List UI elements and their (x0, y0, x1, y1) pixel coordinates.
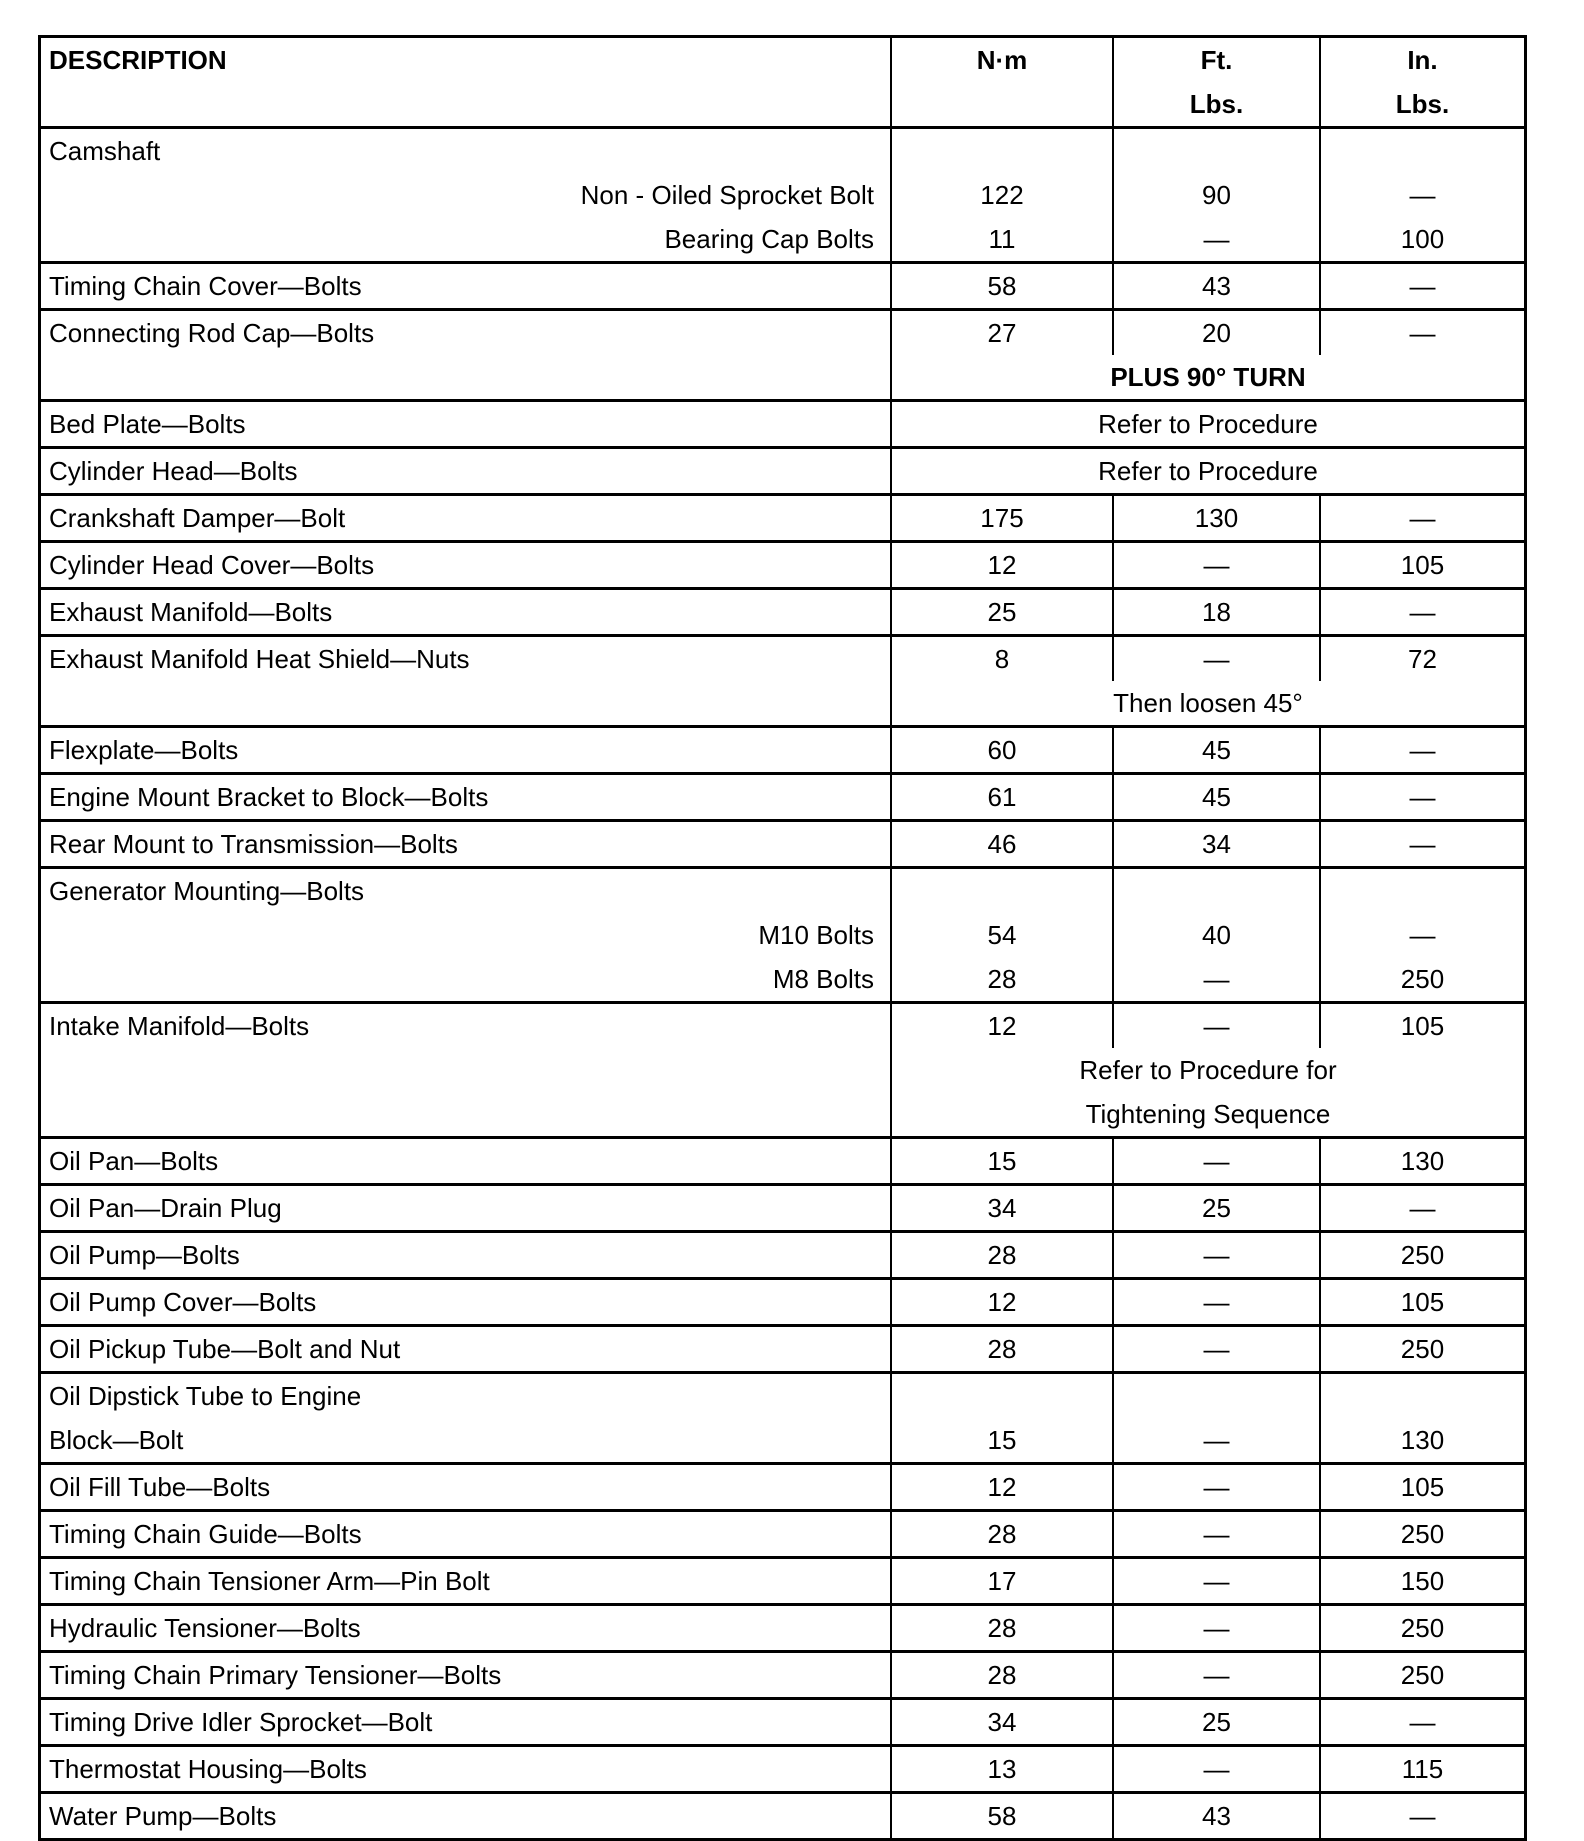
nm-value: 12 (891, 542, 1113, 589)
ft-lbs-value: 18 (1113, 589, 1320, 636)
nm-value: 28 (891, 1605, 1113, 1652)
header-ft-lbs-1: Ft. (1113, 37, 1320, 83)
header-description: DESCRIPTION (40, 37, 892, 83)
item-description: Flexplate—Bolts (40, 727, 892, 774)
item-description: Water Pump—Bolts (40, 1793, 892, 1840)
nm-value: 28 (891, 957, 1113, 1003)
item-description: Hydraulic Tensioner—Bolts (40, 1605, 892, 1652)
nm-value: 12 (891, 1464, 1113, 1511)
table-row (40, 636, 1526, 682)
table-row (40, 128, 1526, 174)
ft-lbs-value: — (1113, 1605, 1320, 1652)
in-lbs-value: 250 (1320, 1511, 1526, 1558)
ft-lbs-value (1113, 128, 1320, 174)
in-lbs-value (1320, 868, 1526, 914)
item-description: Timing Drive Idler Sprocket—Bolt (40, 1699, 892, 1746)
table-row (40, 1326, 1526, 1373)
in-lbs-value: 105 (1320, 1279, 1526, 1326)
torque-note: Refer to Procedure for (891, 1048, 1526, 1092)
nm-value: 15 (891, 1418, 1113, 1464)
nm-value: 58 (891, 263, 1113, 310)
item-description: Generator Mounting—Bolts (40, 868, 892, 914)
nm-value (891, 1373, 1113, 1419)
in-lbs-value: — (1320, 310, 1526, 356)
nm-value: 15 (891, 1138, 1113, 1185)
table-row (40, 1746, 1526, 1793)
item-description: Thermostat Housing—Bolts (40, 1746, 892, 1793)
item-description: Oil Pan—Drain Plug (40, 1185, 892, 1232)
in-lbs-value: 115 (1320, 1746, 1526, 1793)
in-lbs-value: — (1320, 821, 1526, 868)
table-row (40, 1511, 1526, 1558)
torque-note: Tightening Sequence (891, 1092, 1526, 1138)
table-row (40, 1092, 1526, 1138)
in-lbs-value: — (1320, 1793, 1526, 1840)
ft-lbs-value: 43 (1113, 263, 1320, 310)
table-row (40, 495, 1526, 542)
nm-value: 8 (891, 636, 1113, 682)
ft-lbs-value: 45 (1113, 727, 1320, 774)
item-description: Timing Chain Cover—Bolts (40, 263, 892, 310)
torque-specification-table (38, 35, 1527, 1841)
in-lbs-value: 100 (1320, 217, 1526, 263)
item-description: Engine Mount Bracket to Block—Bolts (40, 774, 892, 821)
ft-lbs-value: — (1113, 1279, 1320, 1326)
ft-lbs-value: 20 (1113, 310, 1320, 356)
table-row (40, 1138, 1526, 1185)
table-row (40, 1232, 1526, 1279)
ft-lbs-value: — (1113, 1464, 1320, 1511)
header-in-lbs-2: Lbs. (1320, 82, 1526, 128)
table-row (40, 1699, 1526, 1746)
item-description: Bed Plate—Bolts (40, 401, 892, 448)
ft-lbs-value (1113, 868, 1320, 914)
table-row (40, 589, 1526, 636)
item-description: Oil Fill Tube—Bolts (40, 1464, 892, 1511)
nm-value: 60 (891, 727, 1113, 774)
in-lbs-value: 250 (1320, 1605, 1526, 1652)
in-lbs-value: 105 (1320, 1003, 1526, 1049)
table-row (40, 727, 1526, 774)
ft-lbs-value: — (1113, 1138, 1320, 1185)
table-row (40, 263, 1526, 310)
nm-value: 12 (891, 1003, 1113, 1049)
ft-lbs-value: — (1113, 1558, 1320, 1605)
sub-item-description: M10 Bolts (40, 913, 892, 957)
item-description: Cylinder Head Cover—Bolts (40, 542, 892, 589)
ft-lbs-value: — (1113, 1003, 1320, 1049)
table-row (40, 401, 1526, 448)
in-lbs-value: — (1320, 727, 1526, 774)
nm-value: 175 (891, 495, 1113, 542)
item-description (40, 681, 892, 727)
in-lbs-value: 250 (1320, 1326, 1526, 1373)
item-description (40, 355, 892, 401)
in-lbs-value: — (1320, 495, 1526, 542)
ft-lbs-value: 25 (1113, 1699, 1320, 1746)
nm-value: 122 (891, 173, 1113, 217)
nm-value: 54 (891, 913, 1113, 957)
in-lbs-value: 150 (1320, 1558, 1526, 1605)
table-row (40, 217, 1526, 263)
nm-value: 11 (891, 217, 1113, 263)
table-row (40, 821, 1526, 868)
table-row (40, 355, 1526, 401)
in-lbs-value: 130 (1320, 1418, 1526, 1464)
header-nm: N·m (891, 37, 1113, 83)
ft-lbs-value: — (1113, 1418, 1320, 1464)
item-description: Exhaust Manifold—Bolts (40, 589, 892, 636)
header-row-2 (40, 82, 1526, 128)
in-lbs-value: 72 (1320, 636, 1526, 682)
item-description: Exhaust Manifold Heat Shield—Nuts (40, 636, 892, 682)
ft-lbs-value: 34 (1113, 821, 1320, 868)
in-lbs-value: 130 (1320, 1138, 1526, 1185)
table-row (40, 913, 1526, 957)
in-lbs-value (1320, 128, 1526, 174)
sub-item-description: Bearing Cap Bolts (40, 217, 892, 263)
nm-value: 28 (891, 1232, 1113, 1279)
item-description (40, 1048, 892, 1092)
nm-value (891, 868, 1113, 914)
in-lbs-value: 105 (1320, 542, 1526, 589)
ft-lbs-value: 90 (1113, 173, 1320, 217)
sub-item-description: Non - Oiled Sprocket Bolt (40, 173, 892, 217)
item-description: Camshaft (40, 128, 892, 174)
table-row (40, 1048, 1526, 1092)
ft-lbs-value: 25 (1113, 1185, 1320, 1232)
item-description: Cylinder Head—Bolts (40, 448, 892, 495)
ft-lbs-value: — (1113, 636, 1320, 682)
table-row (40, 681, 1526, 727)
nm-value: 34 (891, 1185, 1113, 1232)
in-lbs-value (1320, 1373, 1526, 1419)
ft-lbs-value: — (1113, 542, 1320, 589)
item-description: Connecting Rod Cap—Bolts (40, 310, 892, 356)
in-lbs-value: — (1320, 1699, 1526, 1746)
table-row (40, 1793, 1526, 1840)
nm-value: 28 (891, 1511, 1113, 1558)
nm-value: 28 (891, 1652, 1113, 1699)
torque-note: PLUS 90° TURN (891, 355, 1526, 401)
ft-lbs-value: — (1113, 217, 1320, 263)
item-description: Oil Pickup Tube—Bolt and Nut (40, 1326, 892, 1373)
item-description: Timing Chain Primary Tensioner—Bolts (40, 1652, 892, 1699)
in-lbs-value: 250 (1320, 957, 1526, 1003)
item-description: Oil Pan—Bolts (40, 1138, 892, 1185)
item-description: Timing Chain Guide—Bolts (40, 1511, 892, 1558)
table-row (40, 1558, 1526, 1605)
nm-value: 61 (891, 774, 1113, 821)
in-lbs-value: — (1320, 913, 1526, 957)
in-lbs-value: — (1320, 1185, 1526, 1232)
torque-note: Refer to Procedure (891, 448, 1526, 495)
table-row (40, 1279, 1526, 1326)
table-row (40, 1464, 1526, 1511)
table-row (40, 868, 1526, 914)
header-blank (40, 82, 892, 128)
item-description: Rear Mount to Transmission—Bolts (40, 821, 892, 868)
table-row (40, 1605, 1526, 1652)
ft-lbs-value (1113, 1373, 1320, 1419)
table-row (40, 1003, 1526, 1049)
nm-value (891, 128, 1113, 174)
table-row (40, 310, 1526, 356)
item-description: Intake Manifold—Bolts (40, 1003, 892, 1049)
nm-value: 17 (891, 1558, 1113, 1605)
in-lbs-value: 250 (1320, 1232, 1526, 1279)
ft-lbs-value: 43 (1113, 1793, 1320, 1840)
nm-value: 25 (891, 589, 1113, 636)
item-description: Timing Chain Tensioner Arm—Pin Bolt (40, 1558, 892, 1605)
item-description (40, 1092, 892, 1138)
table-row (40, 542, 1526, 589)
table-row (40, 774, 1526, 821)
ft-lbs-value: 130 (1113, 495, 1320, 542)
item-description: Oil Pump Cover—Bolts (40, 1279, 892, 1326)
table-row (40, 1373, 1526, 1419)
ft-lbs-value: — (1113, 1326, 1320, 1373)
in-lbs-value: 250 (1320, 1652, 1526, 1699)
ft-lbs-value: — (1113, 1232, 1320, 1279)
torque-note: Then loosen 45° (891, 681, 1526, 727)
table-row (40, 1185, 1526, 1232)
item-description: Block—Bolt (40, 1418, 892, 1464)
table-row (40, 448, 1526, 495)
ft-lbs-value: — (1113, 1652, 1320, 1699)
table-row (40, 1652, 1526, 1699)
header-ft-lbs-2: Lbs. (1113, 82, 1320, 128)
nm-value: 34 (891, 1699, 1113, 1746)
table-row (40, 957, 1526, 1003)
table-row (40, 1418, 1526, 1464)
ft-lbs-value: 45 (1113, 774, 1320, 821)
item-description: Crankshaft Damper—Bolt (40, 495, 892, 542)
in-lbs-value: — (1320, 589, 1526, 636)
item-description: Oil Pump—Bolts (40, 1232, 892, 1279)
ft-lbs-value: — (1113, 1746, 1320, 1793)
in-lbs-value: — (1320, 774, 1526, 821)
header-row (40, 37, 1526, 83)
nm-value: 28 (891, 1326, 1113, 1373)
header-in-lbs-1: In. (1320, 37, 1526, 83)
ft-lbs-value: — (1113, 957, 1320, 1003)
nm-value: 58 (891, 1793, 1113, 1840)
nm-value: 13 (891, 1746, 1113, 1793)
torque-note: Refer to Procedure (891, 401, 1526, 448)
header-blank (891, 82, 1113, 128)
nm-value: 27 (891, 310, 1113, 356)
sub-item-description: M8 Bolts (40, 957, 892, 1003)
in-lbs-value: 105 (1320, 1464, 1526, 1511)
ft-lbs-value: 40 (1113, 913, 1320, 957)
in-lbs-value: — (1320, 263, 1526, 310)
nm-value: 46 (891, 821, 1113, 868)
item-description: Oil Dipstick Tube to Engine (40, 1373, 892, 1419)
nm-value: 12 (891, 1279, 1113, 1326)
table-row (40, 173, 1526, 217)
in-lbs-value: — (1320, 173, 1526, 217)
ft-lbs-value: — (1113, 1511, 1320, 1558)
